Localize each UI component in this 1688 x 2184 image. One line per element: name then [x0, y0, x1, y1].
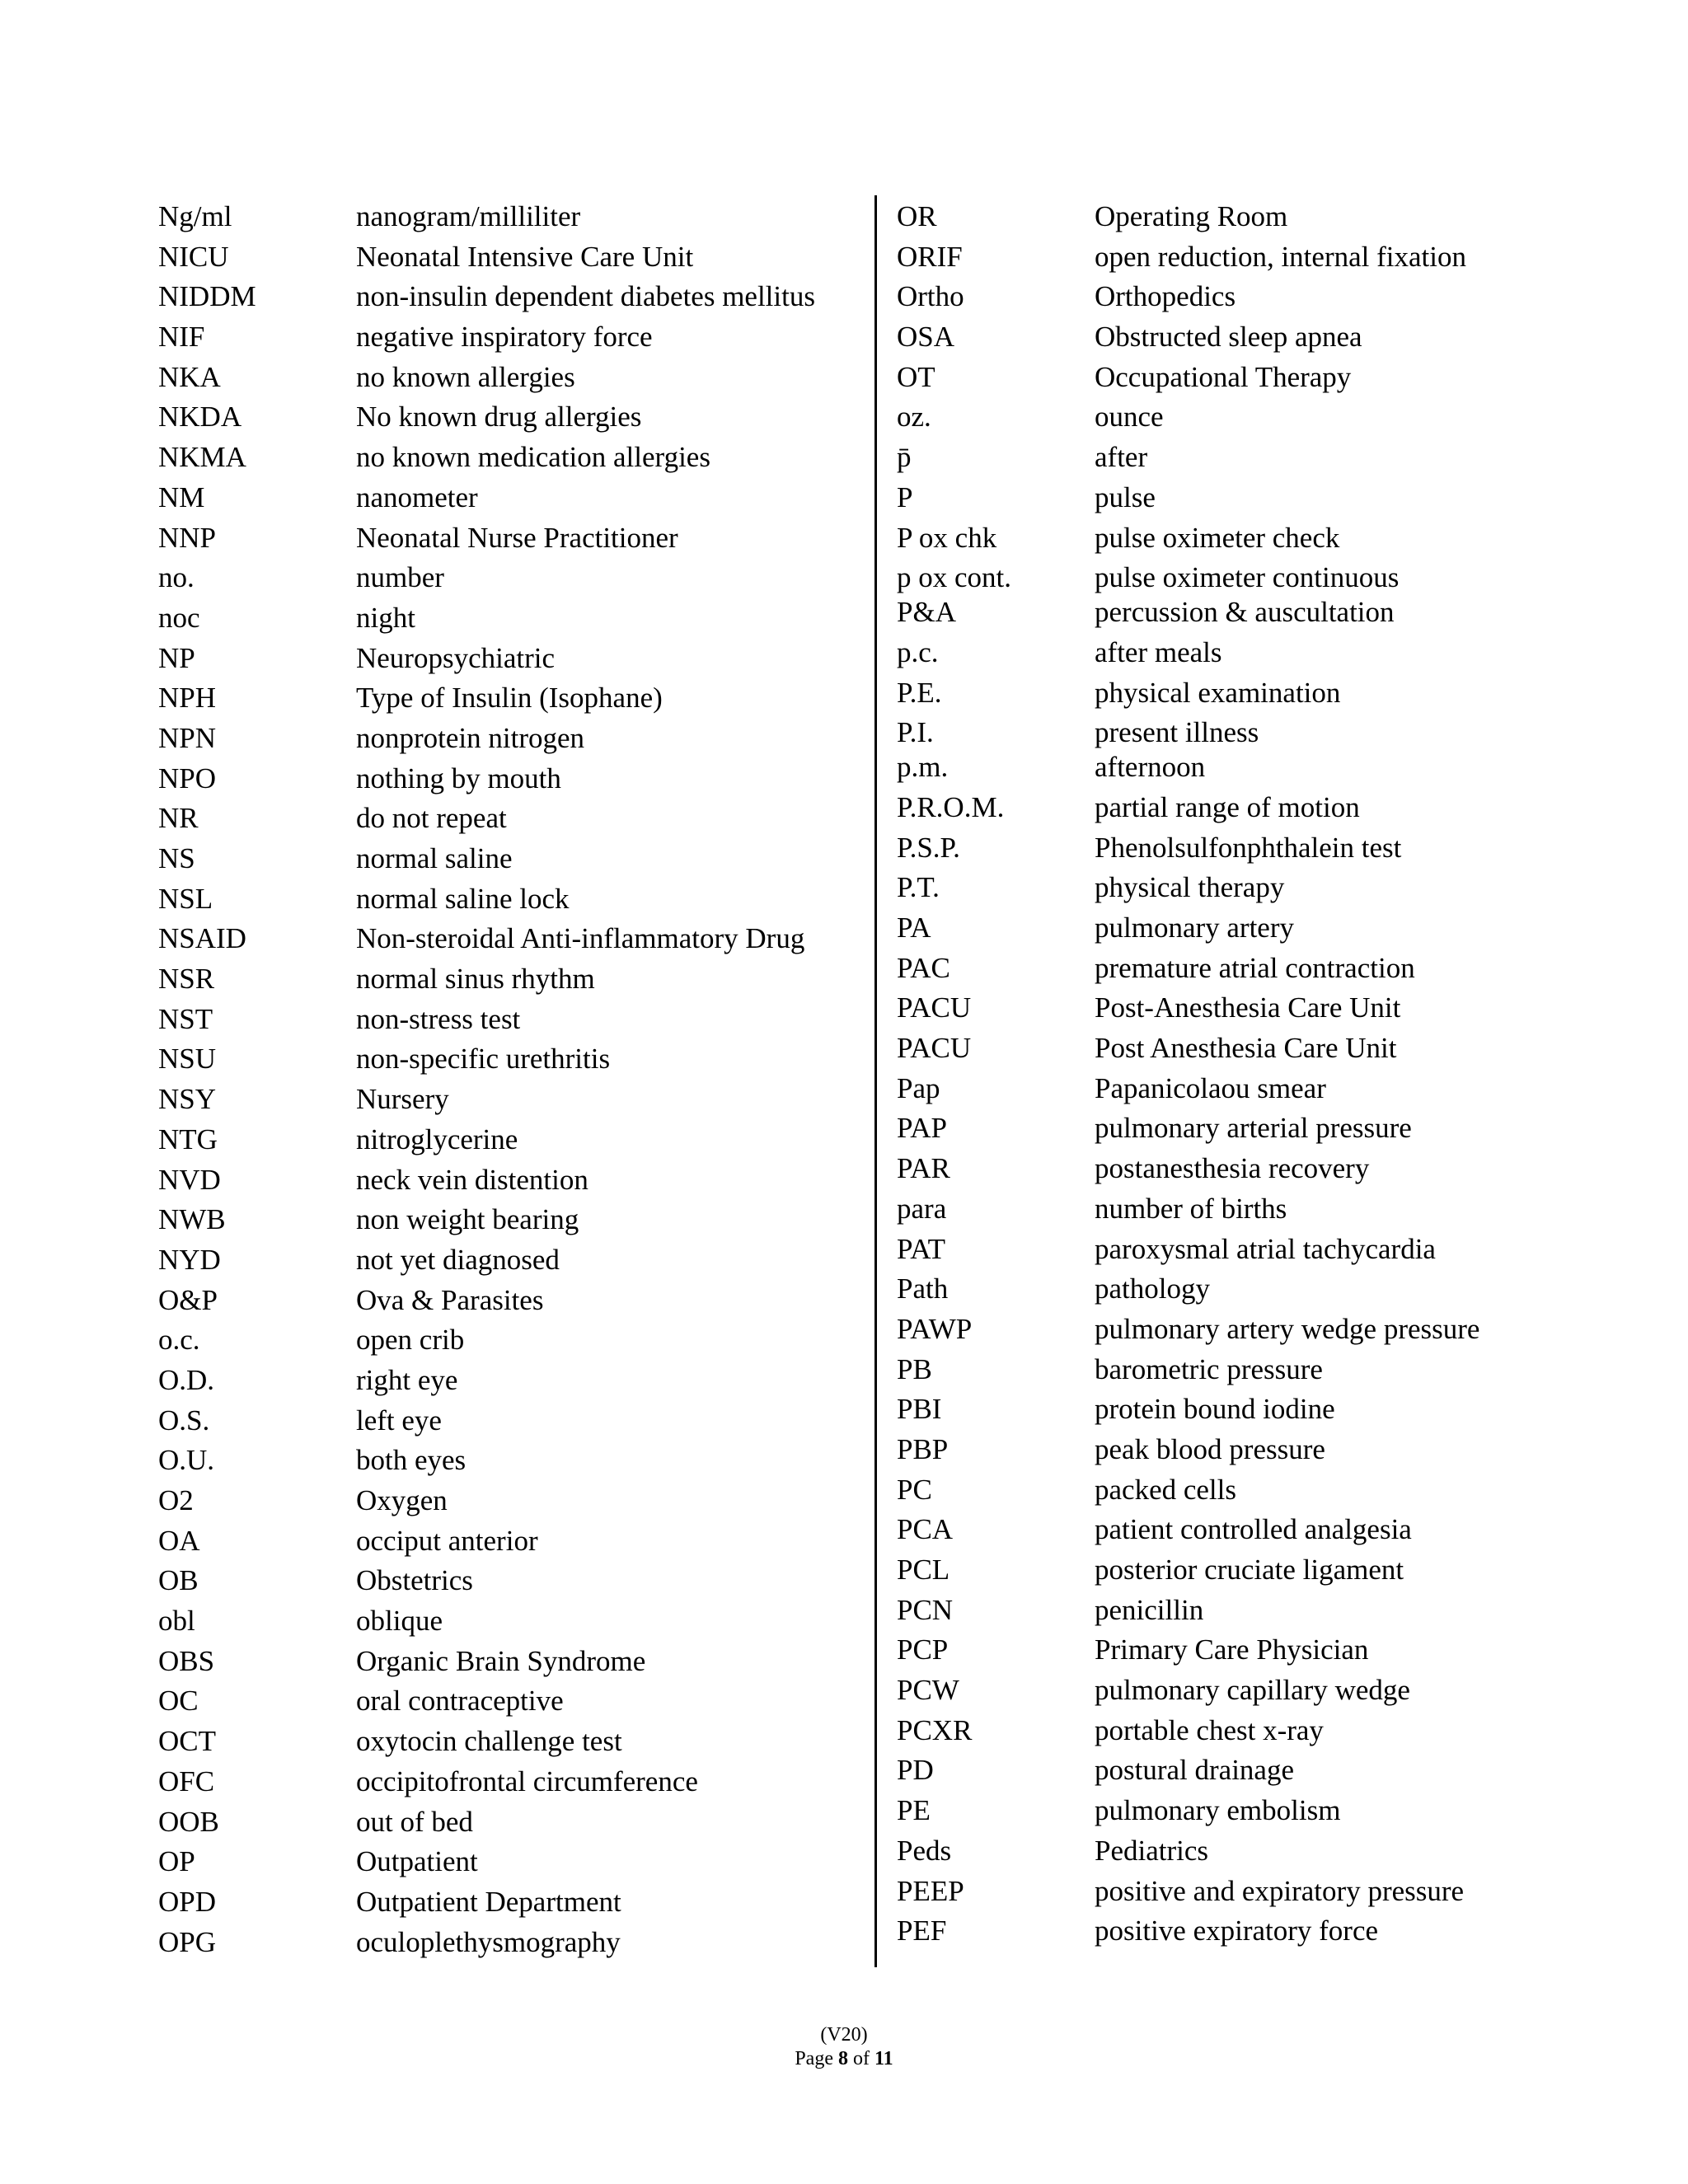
abbreviation-definition: Phenolsulfonphthalein test [1095, 831, 1402, 864]
footer-page-number [0, 2047, 1688, 2070]
abbreviation-row [897, 1711, 1606, 1751]
abbreviation-definition: pulse oximeter continuous [1095, 561, 1400, 594]
abbreviation-term: PACU [897, 1032, 972, 1065]
abbreviation-row [158, 719, 867, 759]
abbreviation-row [897, 1791, 1606, 1831]
abbreviation-row [897, 1911, 1606, 1952]
abbreviation-definition: Oxygen [356, 1484, 448, 1516]
abbreviation-term: PCW [897, 1674, 959, 1707]
abbreviation-row [158, 919, 867, 959]
abbreviation-row [897, 1390, 1606, 1430]
version-label: (V20) [820, 2024, 868, 2046]
abbreviation-definition: No known drug allergies [356, 401, 642, 434]
abbreviation-term: NPO [158, 762, 217, 794]
abbreviation-definition: penicillin [1095, 1593, 1204, 1626]
abbreviation-row [158, 1441, 867, 1481]
abbreviation-row [897, 828, 1606, 869]
abbreviation-definition: Obstetrics [356, 1564, 473, 1597]
abbreviation-row [158, 1601, 867, 1642]
abbreviation-definition: nothing by mouth [356, 762, 561, 794]
abbreviation-term: O2 [158, 1484, 194, 1516]
abbreviation-term: no. [158, 561, 195, 594]
abbreviation-row [897, 633, 1606, 673]
abbreviation-definition: Occupational Therapy [1095, 360, 1352, 393]
abbreviation-term: PAP [897, 1112, 947, 1145]
abbreviation-term: PAR [897, 1152, 950, 1185]
abbreviation-definition: Outpatient [356, 1845, 478, 1878]
abbreviation-term: OP [158, 1845, 195, 1878]
abbreviation-definition: night [356, 601, 415, 634]
abbreviation-definition: Non-steroidal Anti-inflammatory Drug [356, 922, 805, 955]
abbreviation-term: O.U. [158, 1444, 215, 1477]
abbreviation-definition: posterior cruciate ligament [1095, 1554, 1404, 1586]
abbreviation-term: NSAID [158, 922, 246, 955]
abbreviation-row [158, 1039, 867, 1080]
abbreviation-definition: postural drainage [1095, 1754, 1294, 1787]
abbreviation-term: NVD [158, 1163, 221, 1196]
abbreviation-term: NS [158, 842, 195, 874]
abbreviation-row [897, 237, 1606, 278]
abbreviation-row [158, 1080, 867, 1120]
abbreviation-row [897, 1310, 1606, 1350]
abbreviation-definition: Ova & Parasites [356, 1283, 544, 1316]
abbreviation-definition: Obstructed sleep apnea [1095, 321, 1362, 354]
abbreviation-row [897, 1108, 1606, 1149]
abbreviation-list-left [158, 197, 867, 1962]
abbreviation-row [897, 1671, 1606, 1711]
abbreviation-row [897, 1630, 1606, 1671]
abbreviation-row [158, 1681, 867, 1722]
abbreviation-definition: premature atrial contraction [1095, 951, 1415, 984]
page-of: of [852, 2048, 870, 2069]
abbreviation-row [897, 1029, 1606, 1069]
abbreviation-definition: percussion & auscultation [1095, 596, 1395, 629]
abbreviation-term: NR [158, 802, 199, 835]
abbreviation-definition: left eye [356, 1404, 442, 1436]
abbreviation-row [897, 1069, 1606, 1109]
abbreviation-term: OFC [158, 1765, 215, 1797]
abbreviation-term: Ng/ml [158, 200, 232, 232]
abbreviation-row [897, 908, 1606, 949]
abbreviation-term: PBI [897, 1393, 942, 1426]
abbreviation-definition: out of bed [356, 1805, 473, 1838]
abbreviation-row [158, 678, 867, 719]
abbreviation-term: P ox chk [897, 521, 997, 554]
abbreviation-row [158, 1842, 867, 1882]
abbreviation-term: PCL [897, 1554, 950, 1586]
abbreviation-term: PA [897, 912, 931, 944]
column-divider [874, 195, 877, 1967]
abbreviation-row [158, 759, 867, 799]
abbreviation-term: PCA [897, 1513, 954, 1546]
abbreviation-definition: negative inspiratory force [356, 321, 653, 354]
abbreviation-term: PB [897, 1352, 932, 1385]
abbreviation-term: P.R.O.M. [897, 790, 1005, 823]
abbreviation-term: PAWP [897, 1312, 973, 1345]
abbreviation-row [158, 558, 867, 598]
abbreviation-row [158, 879, 867, 920]
abbreviation-definition: postanesthesia recovery [1095, 1152, 1370, 1185]
abbreviation-row [158, 518, 867, 559]
abbreviation-row [897, 478, 1606, 518]
abbreviation-row [897, 949, 1606, 989]
abbreviation-term: O.D. [158, 1363, 215, 1396]
abbreviation-definition: afternoon [1095, 751, 1206, 784]
abbreviation-term: oz. [897, 401, 931, 434]
abbreviation-definition: packed cells [1095, 1473, 1236, 1506]
abbreviation-row [158, 1561, 867, 1601]
abbreviation-row [897, 1189, 1606, 1230]
footer-version [0, 2023, 1688, 2046]
abbreviation-row [158, 1401, 867, 1441]
abbreviation-row [158, 1160, 867, 1201]
abbreviation-row [158, 1120, 867, 1160]
abbreviation-row [897, 1269, 1606, 1310]
abbreviation-definition: non-insulin dependent diabetes mellitus [356, 280, 815, 313]
abbreviation-row [158, 598, 867, 639]
abbreviation-term: OCT [158, 1725, 216, 1758]
abbreviation-definition: peak blood pressure [1095, 1432, 1325, 1465]
abbreviation-term: O.S. [158, 1404, 210, 1436]
abbreviation-row [897, 1591, 1606, 1631]
abbreviation-definition: oculoplethysmography [356, 1925, 621, 1958]
abbreviation-term: OPD [158, 1885, 217, 1918]
abbreviation-row [158, 839, 867, 879]
abbreviation-row [897, 1550, 1606, 1591]
abbreviation-row [158, 1320, 867, 1361]
abbreviation-row [897, 317, 1606, 358]
abbreviation-row [897, 518, 1606, 559]
abbreviation-definition: number [356, 561, 444, 594]
abbreviation-row [158, 1762, 867, 1802]
abbreviation-term: Path [897, 1272, 949, 1305]
abbreviation-definition: open crib [356, 1324, 465, 1357]
abbreviation-term: OBS [158, 1644, 215, 1677]
abbreviation-term: PACU [897, 991, 972, 1024]
abbreviation-row [897, 1750, 1606, 1791]
abbreviation-definition: no known allergies [356, 360, 575, 393]
abbreviation-term: noc [158, 601, 200, 634]
abbreviation-definition: ounce [1095, 401, 1164, 434]
abbreviation-definition: Type of Insulin (Isophane) [356, 682, 663, 715]
abbreviation-row [897, 748, 1606, 788]
abbreviation-term: NSR [158, 963, 215, 996]
abbreviation-term: NIDDM [158, 280, 256, 313]
abbreviation-definition: Neonatal Intensive Care Unit [356, 240, 694, 273]
abbreviation-definition: pulmonary capillary wedge [1095, 1674, 1410, 1707]
abbreviation-term: PCXR [897, 1713, 973, 1746]
abbreviation-row [158, 1281, 867, 1321]
abbreviation-row [897, 397, 1606, 438]
abbreviation-term: OT [897, 360, 935, 393]
abbreviation-row [897, 1350, 1606, 1390]
abbreviation-term: P.S.P. [897, 831, 960, 864]
abbreviation-row [158, 639, 867, 679]
abbreviation-term: P.I. [897, 716, 934, 749]
abbreviation-term: para [897, 1192, 947, 1225]
abbreviation-term: PEF [897, 1915, 947, 1947]
abbreviation-row [158, 397, 867, 438]
abbreviation-term: OOB [158, 1805, 219, 1838]
abbreviation-term: PBP [897, 1432, 949, 1465]
abbreviation-row [897, 1510, 1606, 1550]
abbreviation-term: PAT [897, 1232, 946, 1265]
abbreviation-definition: after meals [1095, 635, 1222, 668]
abbreviation-term: NKA [158, 360, 221, 393]
abbreviation-term: OR [897, 200, 937, 232]
page-total: 11 [874, 2048, 893, 2069]
abbreviation-row [158, 1802, 867, 1843]
abbreviation-definition: nitroglycerine [356, 1122, 518, 1155]
abbreviation-row [158, 1240, 867, 1281]
abbreviation-term: P.T. [897, 871, 940, 904]
abbreviation-term: OB [158, 1564, 199, 1597]
abbreviation-definition: Post Anesthesia Care Unit [1095, 1032, 1397, 1065]
abbreviation-definition: physical examination [1095, 676, 1341, 709]
abbreviation-row [897, 1872, 1606, 1912]
abbreviation-row [897, 1230, 1606, 1270]
abbreviation-definition: right eye [356, 1363, 458, 1396]
abbreviation-row [897, 1470, 1606, 1511]
abbreviation-definition: paroxysmal atrial tachycardia [1095, 1232, 1436, 1265]
abbreviation-term: obl [158, 1605, 195, 1638]
abbreviation-definition: partial range of motion [1095, 790, 1360, 823]
abbreviation-term: Peds [897, 1834, 952, 1867]
abbreviation-definition: normal saline [356, 842, 513, 874]
abbreviation-term: O&P [158, 1283, 218, 1316]
abbreviation-definition: normal sinus rhythm [356, 963, 595, 996]
abbreviation-definition: nanometer [356, 480, 478, 513]
abbreviation-definition: Operating Room [1095, 200, 1288, 232]
abbreviation-term: NSU [158, 1043, 217, 1076]
abbreviation-definition: oblique [356, 1605, 443, 1638]
abbreviation-definition: after [1095, 441, 1148, 474]
abbreviation-definition: present illness [1095, 716, 1259, 749]
abbreviation-row [158, 1521, 867, 1562]
abbreviation-row [158, 1481, 867, 1521]
abbreviation-row [158, 1722, 867, 1762]
abbreviation-definition: pulse oximeter check [1095, 521, 1340, 554]
abbreviation-term: NSY [158, 1083, 217, 1116]
abbreviation-row [158, 478, 867, 518]
abbreviation-term: OA [158, 1524, 200, 1557]
abbreviation-definition: pulse [1095, 480, 1156, 513]
abbreviation-definition: Neuropsychiatric [356, 641, 556, 674]
abbreviation-term: NTG [158, 1122, 218, 1155]
abbreviation-term: PE [897, 1794, 931, 1827]
abbreviation-row [158, 1361, 867, 1401]
abbreviation-term: PEEP [897, 1874, 964, 1907]
abbreviation-term: PD [897, 1754, 934, 1787]
abbreviation-row [897, 438, 1606, 478]
abbreviation-definition: non-specific urethritis [356, 1043, 611, 1076]
page-word: Page [795, 2048, 833, 2069]
abbreviation-row [897, 197, 1606, 237]
abbreviation-definition: Organic Brain Syndrome [356, 1644, 646, 1677]
abbreviation-term: NIF [158, 321, 205, 354]
abbreviation-definition: Orthopedics [1095, 280, 1236, 313]
abbreviation-definition: oxytocin challenge test [356, 1725, 622, 1758]
abbreviation-term: NP [158, 641, 195, 674]
abbreviation-term: OC [158, 1685, 199, 1718]
abbreviation-definition: positive and expiratory pressure [1095, 1874, 1465, 1907]
abbreviation-definition: nanogram/milliliter [356, 200, 581, 232]
abbreviation-term: p̄ [897, 441, 912, 474]
abbreviation-definition: Post-Anesthesia Care Unit [1095, 991, 1401, 1024]
abbreviation-definition: positive expiratory force [1095, 1915, 1379, 1947]
abbreviation-definition: portable chest x-ray [1095, 1713, 1324, 1746]
abbreviation-definition: Outpatient Department [356, 1885, 621, 1918]
abbreviation-term: PC [897, 1473, 932, 1506]
abbreviation-term: NPH [158, 682, 217, 715]
abbreviation-term: OPG [158, 1925, 217, 1958]
abbreviation-definition: number of births [1095, 1192, 1287, 1225]
abbreviation-definition: pulmonary artery [1095, 912, 1294, 944]
abbreviation-term: NM [158, 480, 205, 513]
abbreviation-definition: Papanicolaou smear [1095, 1071, 1326, 1104]
abbreviation-definition: normal saline lock [356, 882, 570, 915]
abbreviation-row [897, 788, 1606, 828]
abbreviation-row [158, 197, 867, 237]
abbreviation-definition: Nursery [356, 1083, 449, 1116]
abbreviation-definition: pulmonary artery wedge pressure [1095, 1312, 1480, 1345]
abbreviation-row [897, 988, 1606, 1029]
abbreviation-term: PCP [897, 1633, 949, 1666]
abbreviation-definition: do not repeat [356, 802, 507, 835]
abbreviation-term: NYD [158, 1243, 221, 1276]
abbreviation-term: P&A [897, 596, 956, 629]
abbreviation-term: NKMA [158, 441, 246, 474]
abbreviation-definition: Neonatal Nurse Practitioner [356, 521, 678, 554]
abbreviation-term: NSL [158, 882, 213, 915]
abbreviation-row [158, 1200, 867, 1240]
abbreviation-definition: physical therapy [1095, 871, 1285, 904]
abbreviation-definition: nonprotein nitrogen [356, 721, 585, 754]
abbreviation-definition: Primary Care Physician [1095, 1633, 1369, 1666]
abbreviation-row [158, 1923, 867, 1963]
abbreviation-definition: barometric pressure [1095, 1352, 1323, 1385]
abbreviation-term: p ox cont. [897, 561, 1012, 594]
abbreviation-row [158, 1882, 867, 1923]
abbreviation-row [158, 799, 867, 839]
abbreviation-row [897, 1149, 1606, 1189]
abbreviation-definition: non weight bearing [356, 1203, 579, 1236]
abbreviation-definition: no known medication allergies [356, 441, 710, 474]
abbreviation-row [897, 868, 1606, 908]
abbreviation-term: PCN [897, 1593, 954, 1626]
abbreviation-term: NICU [158, 240, 229, 273]
abbreviation-row [897, 673, 1606, 714]
abbreviation-row [897, 277, 1606, 317]
abbreviation-definition: neck vein distention [356, 1163, 588, 1196]
abbreviation-row [897, 1430, 1606, 1470]
page-current: 8 [837, 2048, 848, 2069]
abbreviation-row [897, 558, 1606, 593]
abbreviation-term: NPN [158, 721, 217, 754]
abbreviation-definition: protein bound iodine [1095, 1393, 1335, 1426]
abbreviation-definition: Pediatrics [1095, 1834, 1209, 1867]
abbreviation-row [158, 317, 867, 358]
abbreviation-term: P.E. [897, 676, 942, 709]
abbreviation-term: NNP [158, 521, 217, 554]
abbreviation-row [897, 593, 1606, 633]
abbreviation-term: P [897, 480, 913, 513]
abbreviation-term: o.c. [158, 1324, 200, 1357]
abbreviation-term: Ortho [897, 280, 964, 313]
abbreviation-definition: oral contraceptive [356, 1685, 564, 1718]
abbreviation-definition: not yet diagnosed [356, 1243, 560, 1276]
abbreviation-row [158, 277, 867, 317]
abbreviation-term: NWB [158, 1203, 226, 1236]
abbreviation-term: NST [158, 1002, 213, 1035]
abbreviation-row [158, 959, 867, 1000]
abbreviation-row [897, 713, 1606, 748]
abbreviation-definition: pathology [1095, 1272, 1210, 1305]
abbreviation-definition: open reduction, internal fixation [1095, 240, 1466, 273]
abbreviation-definition: occipitofrontal circumference [356, 1765, 698, 1797]
abbreviation-row [897, 358, 1606, 398]
abbreviation-term: ORIF [897, 240, 963, 273]
abbreviation-term: p.c. [897, 635, 939, 668]
abbreviation-row [158, 438, 867, 478]
abbreviation-row [897, 1831, 1606, 1872]
abbreviation-term: NKDA [158, 401, 242, 434]
abbreviation-row [158, 237, 867, 278]
abbreviation-definition: non-stress test [356, 1002, 521, 1035]
abbreviation-row [158, 1000, 867, 1040]
abbreviation-term: OSA [897, 321, 955, 354]
abbreviation-term: PAC [897, 951, 950, 984]
abbreviation-definition: pulmonary embolism [1095, 1794, 1341, 1827]
abbreviation-definition: occiput anterior [356, 1524, 538, 1557]
abbreviation-row [158, 358, 867, 398]
abbreviation-term: Pap [897, 1071, 940, 1104]
abbreviation-row [158, 1642, 867, 1682]
abbreviation-definition: patient controlled analgesia [1095, 1513, 1412, 1546]
abbreviation-definition: pulmonary arterial pressure [1095, 1112, 1412, 1145]
abbreviation-definition: both eyes [356, 1444, 467, 1477]
abbreviation-term: p.m. [897, 751, 949, 784]
abbreviation-list-right [897, 197, 1606, 1952]
